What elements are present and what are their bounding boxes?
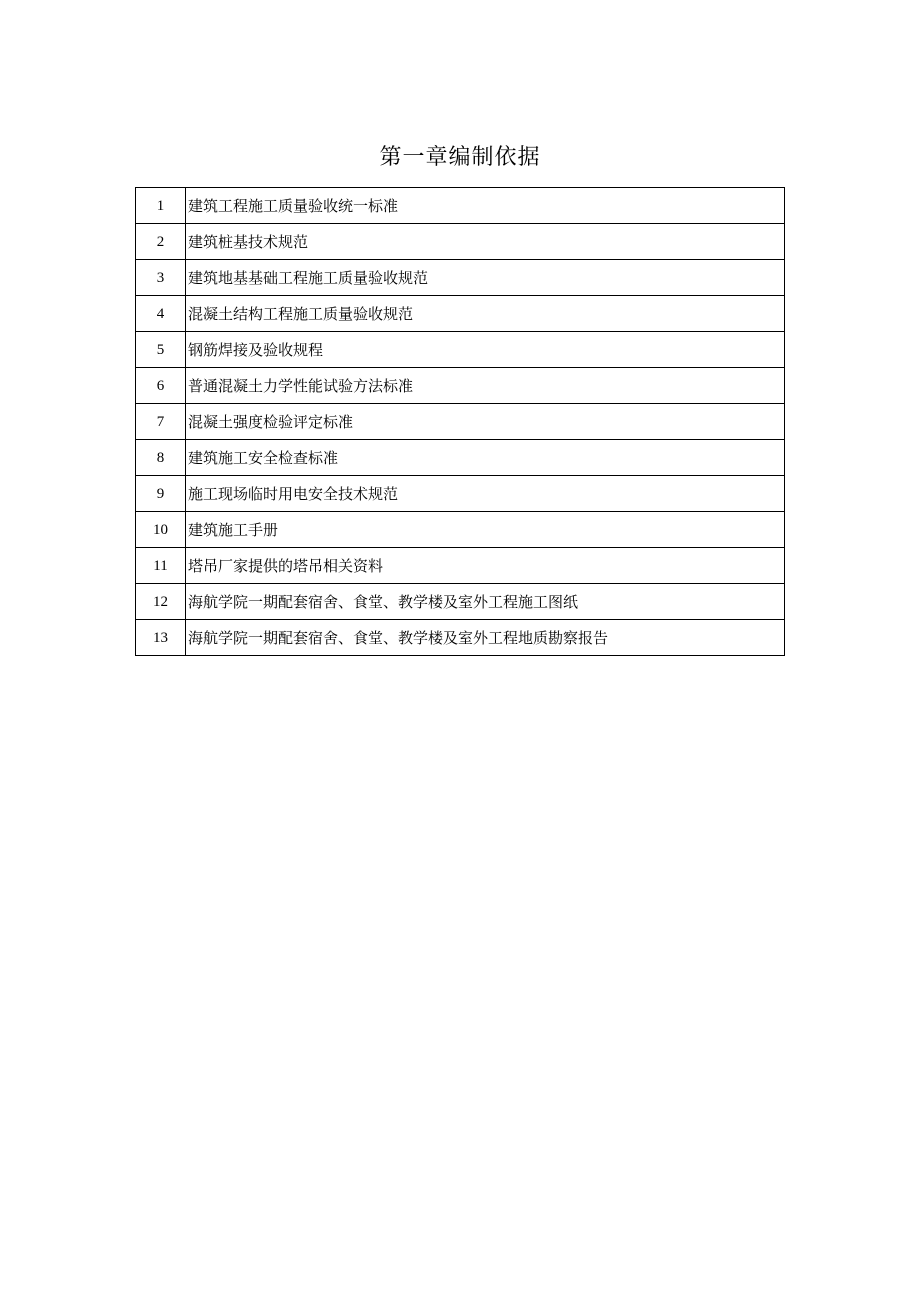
row-text: 普通混凝土力学性能试验方法标准 (186, 368, 785, 404)
row-text: 海航学院一期配套宿舍、食堂、教学楼及室外工程地质勘察报告 (186, 620, 785, 656)
row-number: 2 (136, 224, 186, 260)
row-text: 建筑桩基技术规范 (186, 224, 785, 260)
table-row (136, 476, 785, 512)
row-number: 4 (136, 296, 186, 332)
row-number: 10 (136, 512, 186, 548)
row-number: 9 (136, 476, 186, 512)
table-row (136, 368, 785, 404)
table-row (136, 188, 785, 224)
table-row (136, 548, 785, 584)
row-number: 12 (136, 584, 186, 620)
row-text: 建筑施工安全检查标准 (186, 440, 785, 476)
row-text: 混凝土结构工程施工质量验收规范 (186, 296, 785, 332)
table-row (136, 404, 785, 440)
row-text: 建筑地基基础工程施工质量验收规范 (186, 260, 785, 296)
row-text: 建筑工程施工质量验收统一标准 (186, 188, 785, 224)
row-text: 混凝土强度检验评定标准 (186, 404, 785, 440)
row-text: 塔吊厂家提供的塔吊相关资料 (186, 548, 785, 584)
row-text: 施工现场临时用电安全技术规范 (186, 476, 785, 512)
row-text: 海航学院一期配套宿舍、食堂、教学楼及室外工程施工图纸 (186, 584, 785, 620)
table-row (136, 512, 785, 548)
row-number: 6 (136, 368, 186, 404)
row-number: 13 (136, 620, 186, 656)
row-number: 7 (136, 404, 186, 440)
row-number: 1 (136, 188, 186, 224)
basis-table (135, 187, 785, 656)
table-row (136, 620, 785, 656)
table-row (136, 260, 785, 296)
row-number: 11 (136, 548, 186, 584)
row-number: 3 (136, 260, 186, 296)
row-text: 钢筋焊接及验收规程 (186, 332, 785, 368)
table-row (136, 332, 785, 368)
row-number: 5 (136, 332, 186, 368)
row-number: 8 (136, 440, 186, 476)
row-text: 建筑施工手册 (186, 512, 785, 548)
table-row (136, 584, 785, 620)
page-title: 第一章编制依据 (379, 145, 541, 170)
table-row (136, 440, 785, 476)
table-row (136, 296, 785, 332)
table-row (136, 224, 785, 260)
